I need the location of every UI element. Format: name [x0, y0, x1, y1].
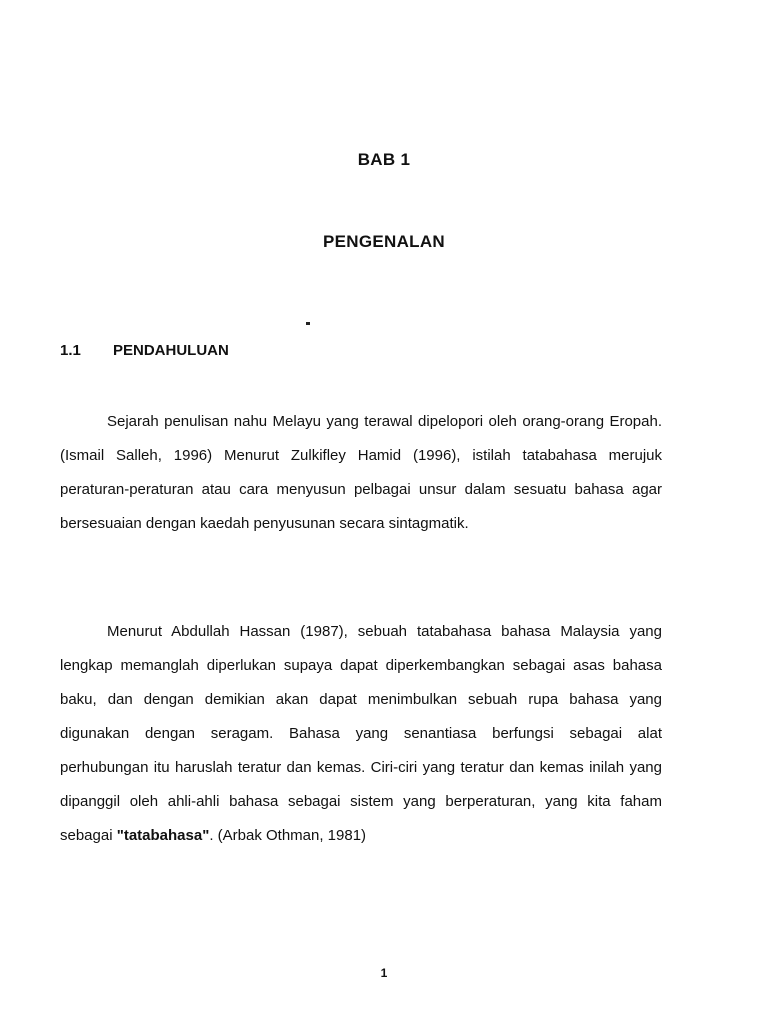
chapter-heading: BAB 1 [357, 150, 411, 169]
chapter-title: PENGENALAN [322, 232, 445, 251]
stray-mark [306, 322, 310, 325]
paragraph-2-text: Menurut Abdullah Hassan (1987), sebuah tatabahasa bahasa Malaysia yang lengkap memanglah diperlukan supaya dapat diperkembangkan sebagai asas bahasa baku, dan dengan demikian akan dapat menimbulkan sebuah rupa bahasa yang digunakan dengan seragam. Bahasa yang senantiasa berfungsi sebagai alat perhubungan itu haruslah teratur dan kemas. Ciri-ciri yang teratur dan kemas inilah yang dipanggil oleh ahli-ahli bahasa sebagai sistem yang berperaturan, yang kita faham sebagai [60, 623, 662, 844]
section-number: 1.1 [60, 342, 81, 359]
paragraph-1: Sejarah penulisan nahu Melayu yang terawal dipelopori oleh orang-orang Eropah. (Ismail Salleh, 1996) Menurut Zulkifley Hamid (1996), istilah tatabahasa merujuk peraturan-peraturan atau cara menyusun pelbagai unsur dalam sesuatu bahasa agar bersesuaian dengan kaedah penyusunan secara sintagmatik. [60, 413, 662, 532]
bold-term: "tatabahasa" [116, 827, 210, 844]
section-heading [60, 342, 229, 359]
paragraph-2-citation: . (Arbak Othman, 1981) [209, 827, 367, 844]
page-number: 1 [380, 966, 388, 980]
section-title: PENDAHULUAN [113, 342, 229, 359]
paragraph-2 [60, 615, 662, 853]
